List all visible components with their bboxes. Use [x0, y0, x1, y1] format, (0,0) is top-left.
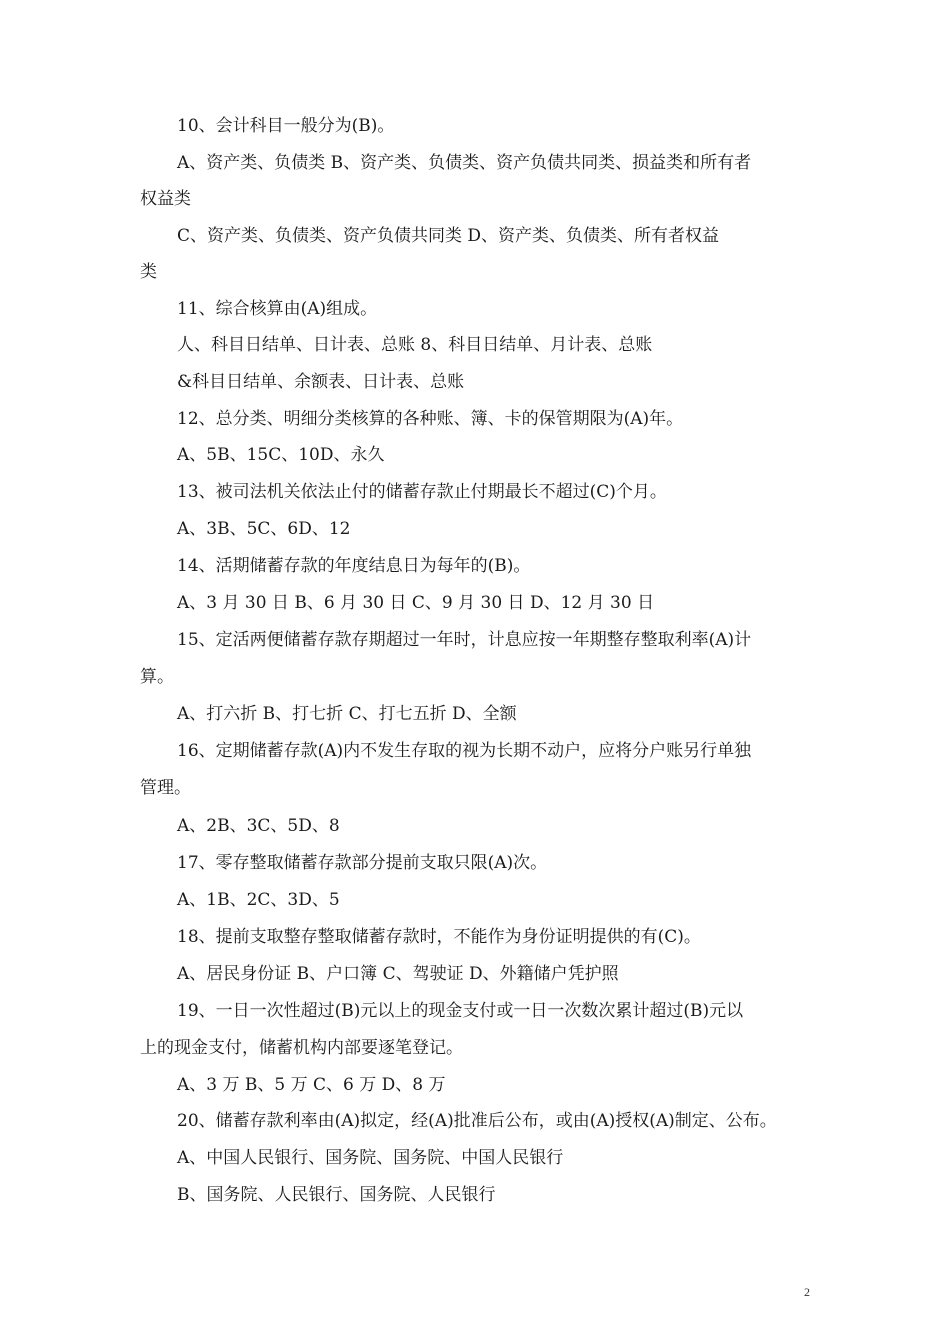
question-16-line-2: 管理。 — [140, 778, 191, 798]
q10-options-line-1: A、资产类、负债类 B、资产类、负债类、资产负债共同类、损益类和所有者 — [177, 153, 752, 173]
question-15-line-2: 算。 — [140, 667, 174, 687]
question-15-line-1: 15、定活两便储蓄存款存期超过一年时，计息应按一年期整存整取利率(A)计 — [177, 630, 752, 650]
q20-options-line-2: B、国务院、人民银行、国务院、人民银行 — [177, 1185, 496, 1205]
question-18: 18、提前支取整存整取储蓄存款时，不能作为身份证明提供的有(C)。 — [177, 927, 701, 947]
q10-options-line-3: C、资产类、负债类、资产负债共同类 D、资产类、负债类、所有者权益 — [177, 226, 720, 246]
q12-options: A、5B、15C、10D、永久 — [177, 445, 385, 465]
question-10: 10、会计科目一般分为(B)。 — [177, 116, 395, 136]
q17-options: A、1B、2C、3D、5 — [177, 890, 340, 910]
q18-options: A、居民身份证 B、户口簿 C、驾驶证 D、外籍储户凭护照 — [177, 964, 619, 984]
q16-options: A、2B、3C、5D、8 — [177, 816, 340, 836]
q11-options-line-1: 人、科目日结单、日计表、总账 8、科目日结单、月计表、总账 — [177, 335, 653, 355]
question-19-line-2: 上的现金支付，储蓄机构内部要逐笔登记。 — [140, 1038, 463, 1058]
question-12: 12、总分类、明细分类核算的各种账、簿、卡的保管期限为(A)年。 — [177, 409, 684, 429]
question-17: 17、零存整取储蓄存款部分提前支取只限(A)次。 — [177, 853, 548, 873]
q20-options-line-1: A、中国人民银行、国务院、国务院、中国人民银行 — [177, 1148, 564, 1168]
q14-options: A、3 月 30 日 B、6 月 30 日 C、9 月 30 日 D、12 月 30 日 — [177, 593, 655, 613]
q11-options-line-2: &科目日结单、余额表、日计表、总账 — [177, 372, 465, 392]
question-20: 20、储蓄存款利率由(A)拟定，经(A)批准后公布，或由(A)授权(A)制定、公布。 — [177, 1111, 777, 1131]
question-11: 11、综合核算由(A)组成。 — [177, 299, 378, 319]
q13-options: A、3B、5C、6D、12 — [177, 519, 351, 539]
question-16-line-1: 16、定期储蓄存款(A)内不发生存取的视为长期不动户，应将分户账另行单独 — [177, 741, 752, 761]
q15-options: A、打六折 B、打七折 C、打七五折 D、全额 — [177, 704, 517, 724]
question-13: 13、被司法机关依法止付的储蓄存款止付期最长不超过(C)个月。 — [177, 482, 667, 502]
q10-options-line-4: 类 — [140, 262, 157, 282]
q10-options-line-2: 权益类 — [140, 189, 191, 209]
page-number: 2 — [804, 1285, 810, 1299]
question-14: 14、活期储蓄存款的年度结息日为每年的(B)。 — [177, 556, 531, 576]
question-19-line-1: 19、一日一次性超过(B)元以上的现金支付或一日一次数次累计超过(B)元以 — [177, 1001, 744, 1021]
q19-options: A、3 万 B、5 万 C、6 万 D、8 万 — [177, 1075, 446, 1095]
